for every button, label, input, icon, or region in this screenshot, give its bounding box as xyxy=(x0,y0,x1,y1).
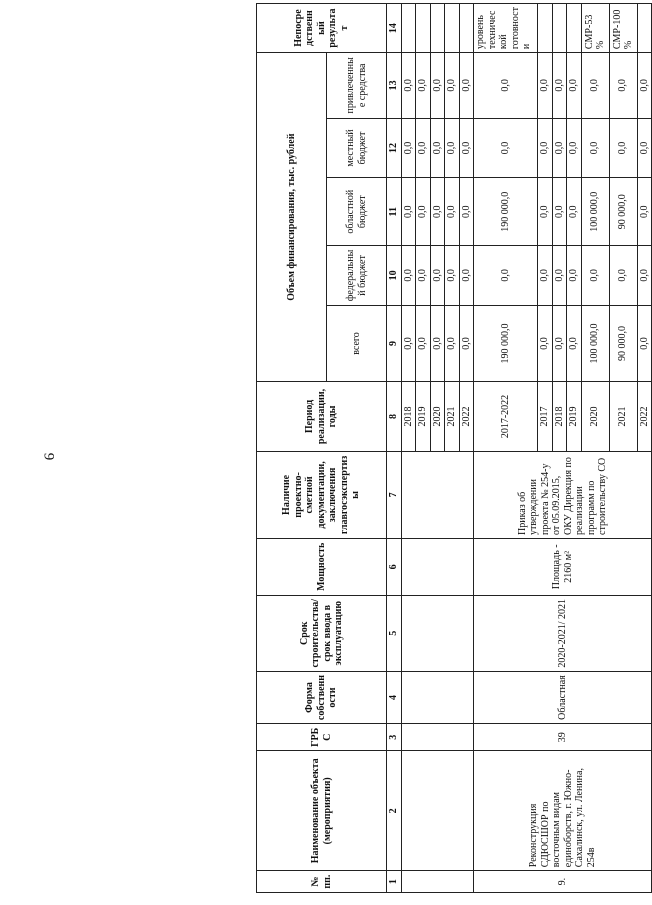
regional-cell: 0,0 xyxy=(637,178,652,246)
result-cell xyxy=(538,4,553,53)
col-header-no: № пп. xyxy=(257,871,387,893)
attracted-cell: 0,0 xyxy=(401,53,416,118)
result-cell: уровень технической готовности xyxy=(474,4,538,53)
attracted-cell: 0,0 xyxy=(416,53,431,118)
attracted-cell: 0,0 xyxy=(430,53,445,118)
federal-cell: 0,0 xyxy=(430,245,445,305)
item-summary-row xyxy=(474,4,538,893)
col-header-grbs: ГРБС xyxy=(257,724,387,751)
result-cell xyxy=(459,4,474,53)
year-cell: 2022 xyxy=(637,382,652,452)
total-cell: 0,0 xyxy=(637,305,652,381)
total-cell: 0,0 xyxy=(401,305,416,381)
result-cell xyxy=(567,4,582,53)
local-cell: 0,0 xyxy=(459,118,474,178)
year-cell: 2018 xyxy=(552,382,567,452)
federal-cell: 0,0 xyxy=(581,245,609,305)
year-cell: 2017 xyxy=(538,382,553,452)
item-grbs: 39 xyxy=(474,724,652,751)
federal-cell: 0,0 xyxy=(416,245,431,305)
col-header-term: Срок строительства/срок ввода в эксплуатацию xyxy=(257,595,387,671)
col-header-ownership: Форма собственности xyxy=(257,671,387,723)
attracted-cell: 0,0 xyxy=(445,53,460,118)
total-cell: 0,0 xyxy=(538,305,553,381)
rotated-table-container xyxy=(256,3,650,893)
regional-cell: 100 000,0 xyxy=(581,178,609,246)
total-cell: 190 000,0 xyxy=(474,305,538,381)
result-cell xyxy=(445,4,460,53)
column-number: 10 xyxy=(387,245,402,305)
column-number: 3 xyxy=(387,724,402,751)
total-cell: 0,0 xyxy=(459,305,474,381)
column-number: 13 xyxy=(387,53,402,118)
year-cell: 2020 xyxy=(430,382,445,452)
federal-cell: 0,0 xyxy=(538,245,553,305)
col-header-result: Непосредственный результат xyxy=(257,4,387,53)
regional-cell: 0,0 xyxy=(445,178,460,246)
federal-cell: 0,0 xyxy=(474,245,538,305)
local-cell: 0,0 xyxy=(416,118,431,178)
page-number: 9 xyxy=(40,452,57,461)
federal-cell: 0,0 xyxy=(459,245,474,305)
item-name: Реконструкция СДЮСШОР по восточным видам единоборств, г. Южно-Сахалинск, ул. Ленина, 254в xyxy=(474,751,652,871)
federal-cell: 0,0 xyxy=(401,245,416,305)
column-number: 14 xyxy=(387,4,402,53)
local-cell: 0,0 xyxy=(581,118,609,178)
column-number-row xyxy=(387,4,402,893)
attracted-cell: 0,0 xyxy=(609,53,637,118)
total-cell: 0,0 xyxy=(552,305,567,381)
year-cell: 2022 xyxy=(459,382,474,452)
item-documentation: Приказ об утверждении проекта № 254-у от 05.09.2015, ОКУ Дирекция по реализации программ по строительству СО xyxy=(474,451,652,538)
local-cell: 0,0 xyxy=(637,118,652,178)
column-number: 4 xyxy=(387,671,402,723)
year-cell: 2019 xyxy=(416,382,431,452)
regional-cell: 0,0 xyxy=(567,178,582,246)
prev-item-term xyxy=(401,595,474,671)
year-cell: 2018 xyxy=(401,382,416,452)
local-cell: 0,0 xyxy=(552,118,567,178)
attracted-cell: 0,0 xyxy=(459,53,474,118)
col-header-total: всего xyxy=(327,305,387,381)
col-header-local: местный бюджет xyxy=(327,118,387,178)
column-number: 7 xyxy=(387,451,402,538)
col-header-capacity: Мощность xyxy=(257,538,387,595)
column-number: 1 xyxy=(387,871,402,893)
col-header-regional: областной бюджет xyxy=(327,178,387,246)
result-cell xyxy=(430,4,445,53)
local-cell: 0,0 xyxy=(609,118,637,178)
item-no: 9. xyxy=(474,871,652,893)
result-cell: СМР-53% xyxy=(581,4,609,53)
prev-item-capacity xyxy=(401,538,474,595)
total-cell: 100 000,0 xyxy=(581,305,609,381)
year-cell: 2021 xyxy=(609,382,637,452)
result-cell xyxy=(637,4,652,53)
year-cell: 2021 xyxy=(445,382,460,452)
federal-cell: 0,0 xyxy=(637,245,652,305)
total-cell: 0,0 xyxy=(416,305,431,381)
column-number: 11 xyxy=(387,178,402,246)
attracted-cell: 0,0 xyxy=(637,53,652,118)
local-cell: 0,0 xyxy=(567,118,582,178)
year-cell: 2019 xyxy=(567,382,582,452)
total-cell: 90 000,0 xyxy=(609,305,637,381)
regional-cell: 0,0 xyxy=(552,178,567,246)
regional-cell: 190 000,0 xyxy=(474,178,538,246)
attracted-cell: 0,0 xyxy=(567,53,582,118)
local-cell: 0,0 xyxy=(474,118,538,178)
attracted-cell: 0,0 xyxy=(474,53,538,118)
regional-cell: 0,0 xyxy=(416,178,431,246)
attracted-cell: 0,0 xyxy=(581,53,609,118)
total-cell: 0,0 xyxy=(430,305,445,381)
local-cell: 0,0 xyxy=(445,118,460,178)
col-header-period: Период реализации, годы xyxy=(257,382,387,452)
col-header-financing: Объем финансирования, тыс. рублей xyxy=(257,53,327,382)
total-cell: 0,0 xyxy=(445,305,460,381)
attracted-cell: 0,0 xyxy=(552,53,567,118)
table-row xyxy=(401,4,416,893)
attracted-cell: 0,0 xyxy=(538,53,553,118)
regional-cell: 0,0 xyxy=(401,178,416,246)
prev-item-name xyxy=(401,751,474,871)
federal-cell: 0,0 xyxy=(445,245,460,305)
federal-cell: 0,0 xyxy=(609,245,637,305)
column-number: 6 xyxy=(387,538,402,595)
regional-cell: 0,0 xyxy=(430,178,445,246)
prev-item-ownership xyxy=(401,671,474,723)
result-cell xyxy=(416,4,431,53)
regional-cell: 0,0 xyxy=(459,178,474,246)
column-number: 5 xyxy=(387,595,402,671)
column-number: 2 xyxy=(387,751,402,871)
item-term: 2020-2021/ 2021 xyxy=(474,595,652,671)
period-cell: 2017-2022 xyxy=(474,382,538,452)
prev-item-no xyxy=(401,871,474,893)
col-header-federal: федеральный бюджет xyxy=(327,245,387,305)
federal-cell: 0,0 xyxy=(567,245,582,305)
column-number: 9 xyxy=(387,305,402,381)
result-cell xyxy=(552,4,567,53)
col-header-attracted: привлеченные средства xyxy=(327,53,387,118)
header-row-top xyxy=(257,4,327,893)
total-cell: 0,0 xyxy=(567,305,582,381)
local-cell: 0,0 xyxy=(430,118,445,178)
item-ownership: Областная xyxy=(474,671,652,723)
local-cell: 0,0 xyxy=(401,118,416,178)
regional-cell: 90 000,0 xyxy=(609,178,637,246)
local-cell: 0,0 xyxy=(538,118,553,178)
regional-cell: 0,0 xyxy=(538,178,553,246)
federal-cell: 0,0 xyxy=(552,245,567,305)
column-number: 8 xyxy=(387,382,402,452)
item-capacity: Площадь - 2160 м² xyxy=(474,538,652,595)
result-cell xyxy=(401,4,416,53)
financing-table xyxy=(256,3,652,893)
column-number: 12 xyxy=(387,118,402,178)
prev-item-grbs xyxy=(401,724,474,751)
col-header-documentation: Наличие проектно-сметной документации, заключения главгосэкспертизы xyxy=(257,451,387,538)
col-header-name: Наименование объекта (мероприятия) xyxy=(257,751,387,871)
prev-item-documentation xyxy=(401,451,474,538)
result-cell: СМР-100 % xyxy=(609,4,637,53)
year-cell: 2020 xyxy=(581,382,609,452)
